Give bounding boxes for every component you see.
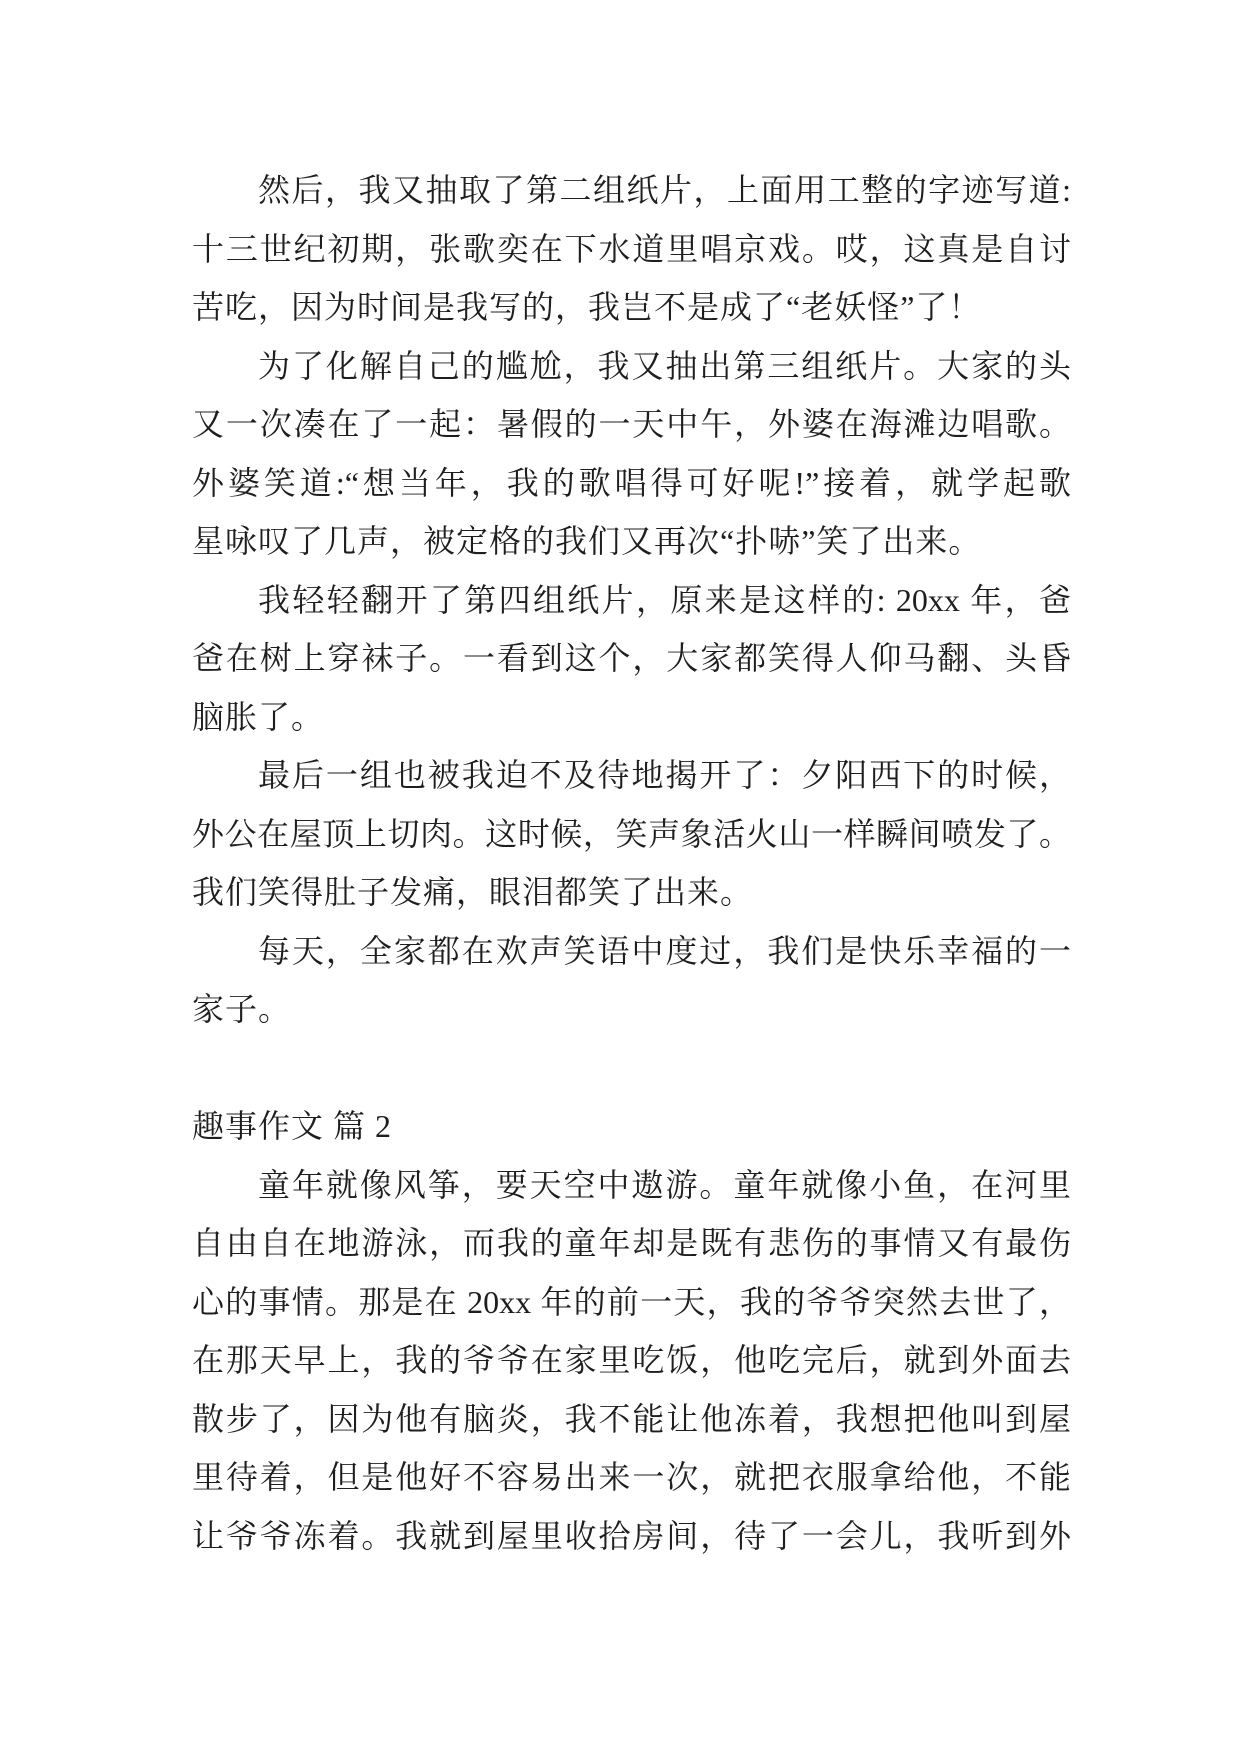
- text-line: 每天，全家都在欢声笑语中度过，我们是快乐幸福的一: [258, 932, 1071, 969]
- text-line: 星咏叹了几声，被定格的我们又再次“扑哧”笑了出来。: [192, 523, 982, 559]
- paragraph: [192, 1156, 1071, 1566]
- text-line: 十三世纪初期，张歌奕在下水道里唱京戏。哎，这真是自讨: [192, 230, 1071, 267]
- text-line: 里待着，但是他好不容易出来一次，就把衣服拿给他，不能: [192, 1459, 1071, 1495]
- text-line: 最后一组也被我迫不及待地揭开了：夕阳西下的时候，: [258, 757, 1071, 793]
- paragraph: [192, 337, 1071, 571]
- document-page: [192, 161, 1071, 1565]
- paragraph: [192, 746, 1071, 922]
- paragraph: [192, 161, 1071, 337]
- text-line: 散步了，因为他有脑炎，我不能让他冻着，我想把他叫到屋: [192, 1400, 1071, 1437]
- text-line: 外婆笑道:“想当年，我的歌唱得可好呢!”接着，就学起歌: [192, 464, 1071, 501]
- text-line: 我轻轻翻开了第四组纸片，原来是这样的: 20xx 年，爸: [258, 581, 1071, 618]
- text-line: 心的事情。那是在 20xx 年的前一天，我的爷爷突然去世了，: [192, 1283, 1071, 1320]
- text-line: 爸在树上穿袜子。一看到这个，大家都笑得人仰马翻、头昏: [192, 640, 1071, 676]
- text-line: 让爷爷冻着。我就到屋里收拾房间，待了一会儿，我听到外: [192, 1517, 1071, 1554]
- text-line: 脑胀了。: [192, 698, 325, 735]
- text-line: 在那天早上，我的爷爷在家里吃饭，他吃完后，就到外面去: [192, 1342, 1071, 1378]
- blank-line: [192, 1039, 1071, 1098]
- text-line: 童年就像风筝，要天空中遨游。童年就像小鱼，在河里: [258, 1166, 1071, 1203]
- text-line: 苦吃，因为时间是我写的，我岂不是成了“老妖怪”了！: [192, 289, 982, 325]
- text-line: 又一次凑在了一起：暑假的一天中午，外婆在海滩边唱歌。: [192, 406, 1071, 442]
- text-line: 为了化解自己的尴尬，我又抽出第三组纸片。大家的头: [258, 347, 1071, 384]
- text-line: 外公在屋顶上切肉。这时候，笑声象活火山一样瞬间喷发了。: [192, 815, 1071, 852]
- paragraph: [192, 922, 1071, 1039]
- text-line: 家子。: [192, 991, 292, 1027]
- paragraph: [192, 571, 1071, 747]
- text-line: 然后，我又抽取了第二组纸片，上面用工整的字迹写道:: [258, 172, 1071, 208]
- section-heading: 趣事作文 篇 2: [192, 1108, 393, 1144]
- text-line: 自由自在地游泳，而我的童年却是既有悲伤的事情又有最伤: [192, 1225, 1071, 1261]
- text-line: 我们笑得肚子发痛，眼泪都笑了出来。: [192, 874, 754, 910]
